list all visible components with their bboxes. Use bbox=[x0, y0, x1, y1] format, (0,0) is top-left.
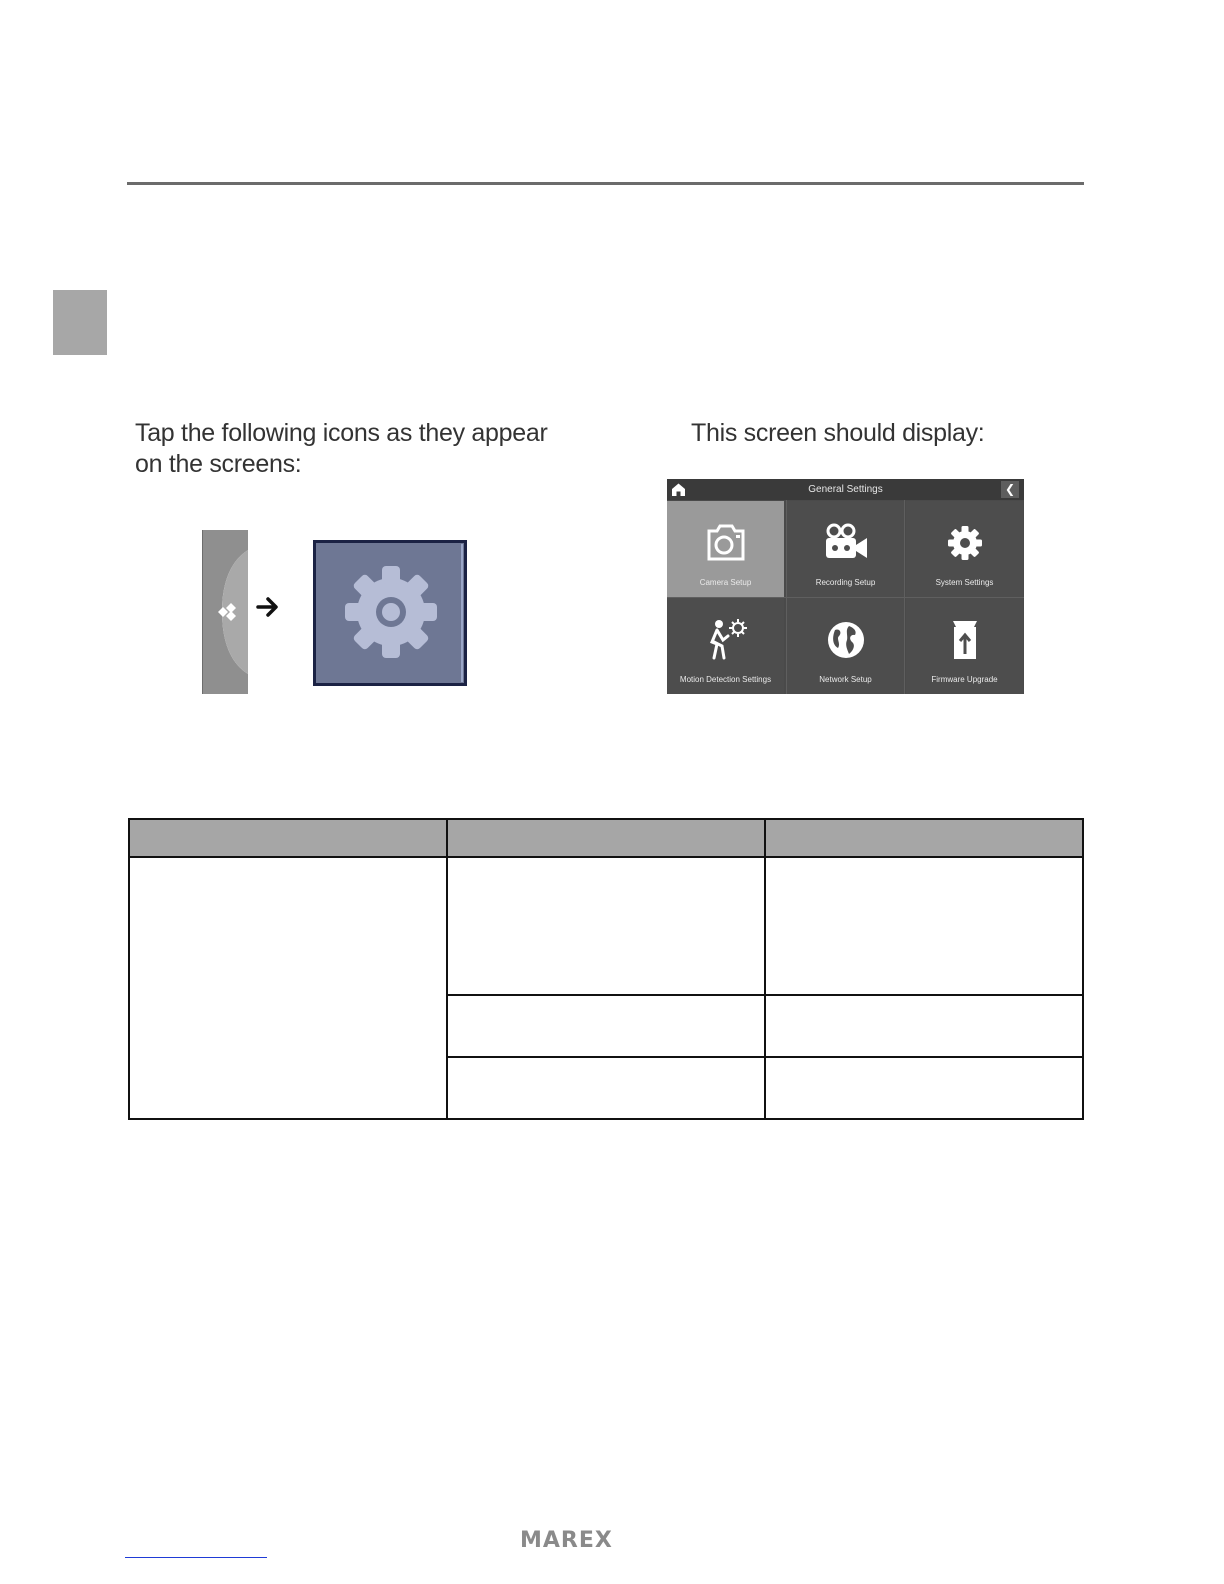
grid-divider bbox=[667, 597, 1024, 598]
table-cell bbox=[128, 856, 448, 1120]
tile-label: Camera Setup bbox=[699, 578, 752, 587]
table-cell bbox=[446, 994, 766, 1058]
tile-label: Firmware Upgrade bbox=[931, 675, 998, 684]
top-rule bbox=[127, 182, 1084, 185]
settings-gear-button[interactable] bbox=[313, 540, 467, 686]
globe-icon bbox=[820, 616, 872, 664]
brand-logo: MAREX bbox=[520, 1528, 613, 1553]
motion-detection-icon bbox=[700, 616, 752, 664]
gear-icon bbox=[939, 519, 991, 567]
tile-motion-detection-settings[interactable] bbox=[667, 598, 784, 694]
table-cell bbox=[764, 856, 1084, 996]
instruction-screen-display: This screen should display: bbox=[691, 419, 985, 447]
footer-link-line bbox=[125, 1557, 267, 1558]
table-header-cell bbox=[446, 818, 766, 858]
side-menu-handle-icon[interactable] bbox=[202, 530, 248, 694]
tile-label: Motion Detection Settings bbox=[679, 675, 772, 684]
section-tab bbox=[53, 290, 107, 355]
tile-label: System Settings bbox=[935, 578, 994, 587]
table-cell bbox=[446, 856, 766, 996]
tile-camera-setup[interactable] bbox=[667, 501, 784, 597]
table-cell bbox=[446, 1056, 766, 1120]
settings-table bbox=[128, 818, 1084, 1120]
table-header-cell bbox=[128, 818, 448, 858]
video-camera-icon bbox=[820, 519, 872, 567]
table-cell bbox=[764, 1056, 1084, 1120]
tile-label: Recording Setup bbox=[815, 578, 876, 587]
instruction-tap-icons: Tap the following icons as they appear on the screens: bbox=[135, 419, 548, 478]
tile-system-settings[interactable] bbox=[906, 501, 1023, 597]
table-header-cell bbox=[764, 818, 1084, 858]
firmware-upgrade-icon bbox=[939, 616, 991, 664]
general-settings-screen bbox=[667, 479, 1024, 694]
screen-title: General Settings bbox=[808, 484, 883, 495]
home-icon[interactable] bbox=[671, 482, 686, 497]
camera-icon bbox=[700, 519, 752, 567]
arrow-right-icon bbox=[255, 594, 281, 620]
table-cell bbox=[764, 994, 1084, 1058]
tile-label: Network Setup bbox=[819, 675, 872, 684]
tile-firmware-upgrade[interactable] bbox=[906, 598, 1023, 694]
tile-recording-setup[interactable] bbox=[787, 501, 904, 597]
tile-network-setup[interactable] bbox=[787, 598, 904, 694]
back-button[interactable]: ❮ bbox=[1001, 481, 1019, 498]
